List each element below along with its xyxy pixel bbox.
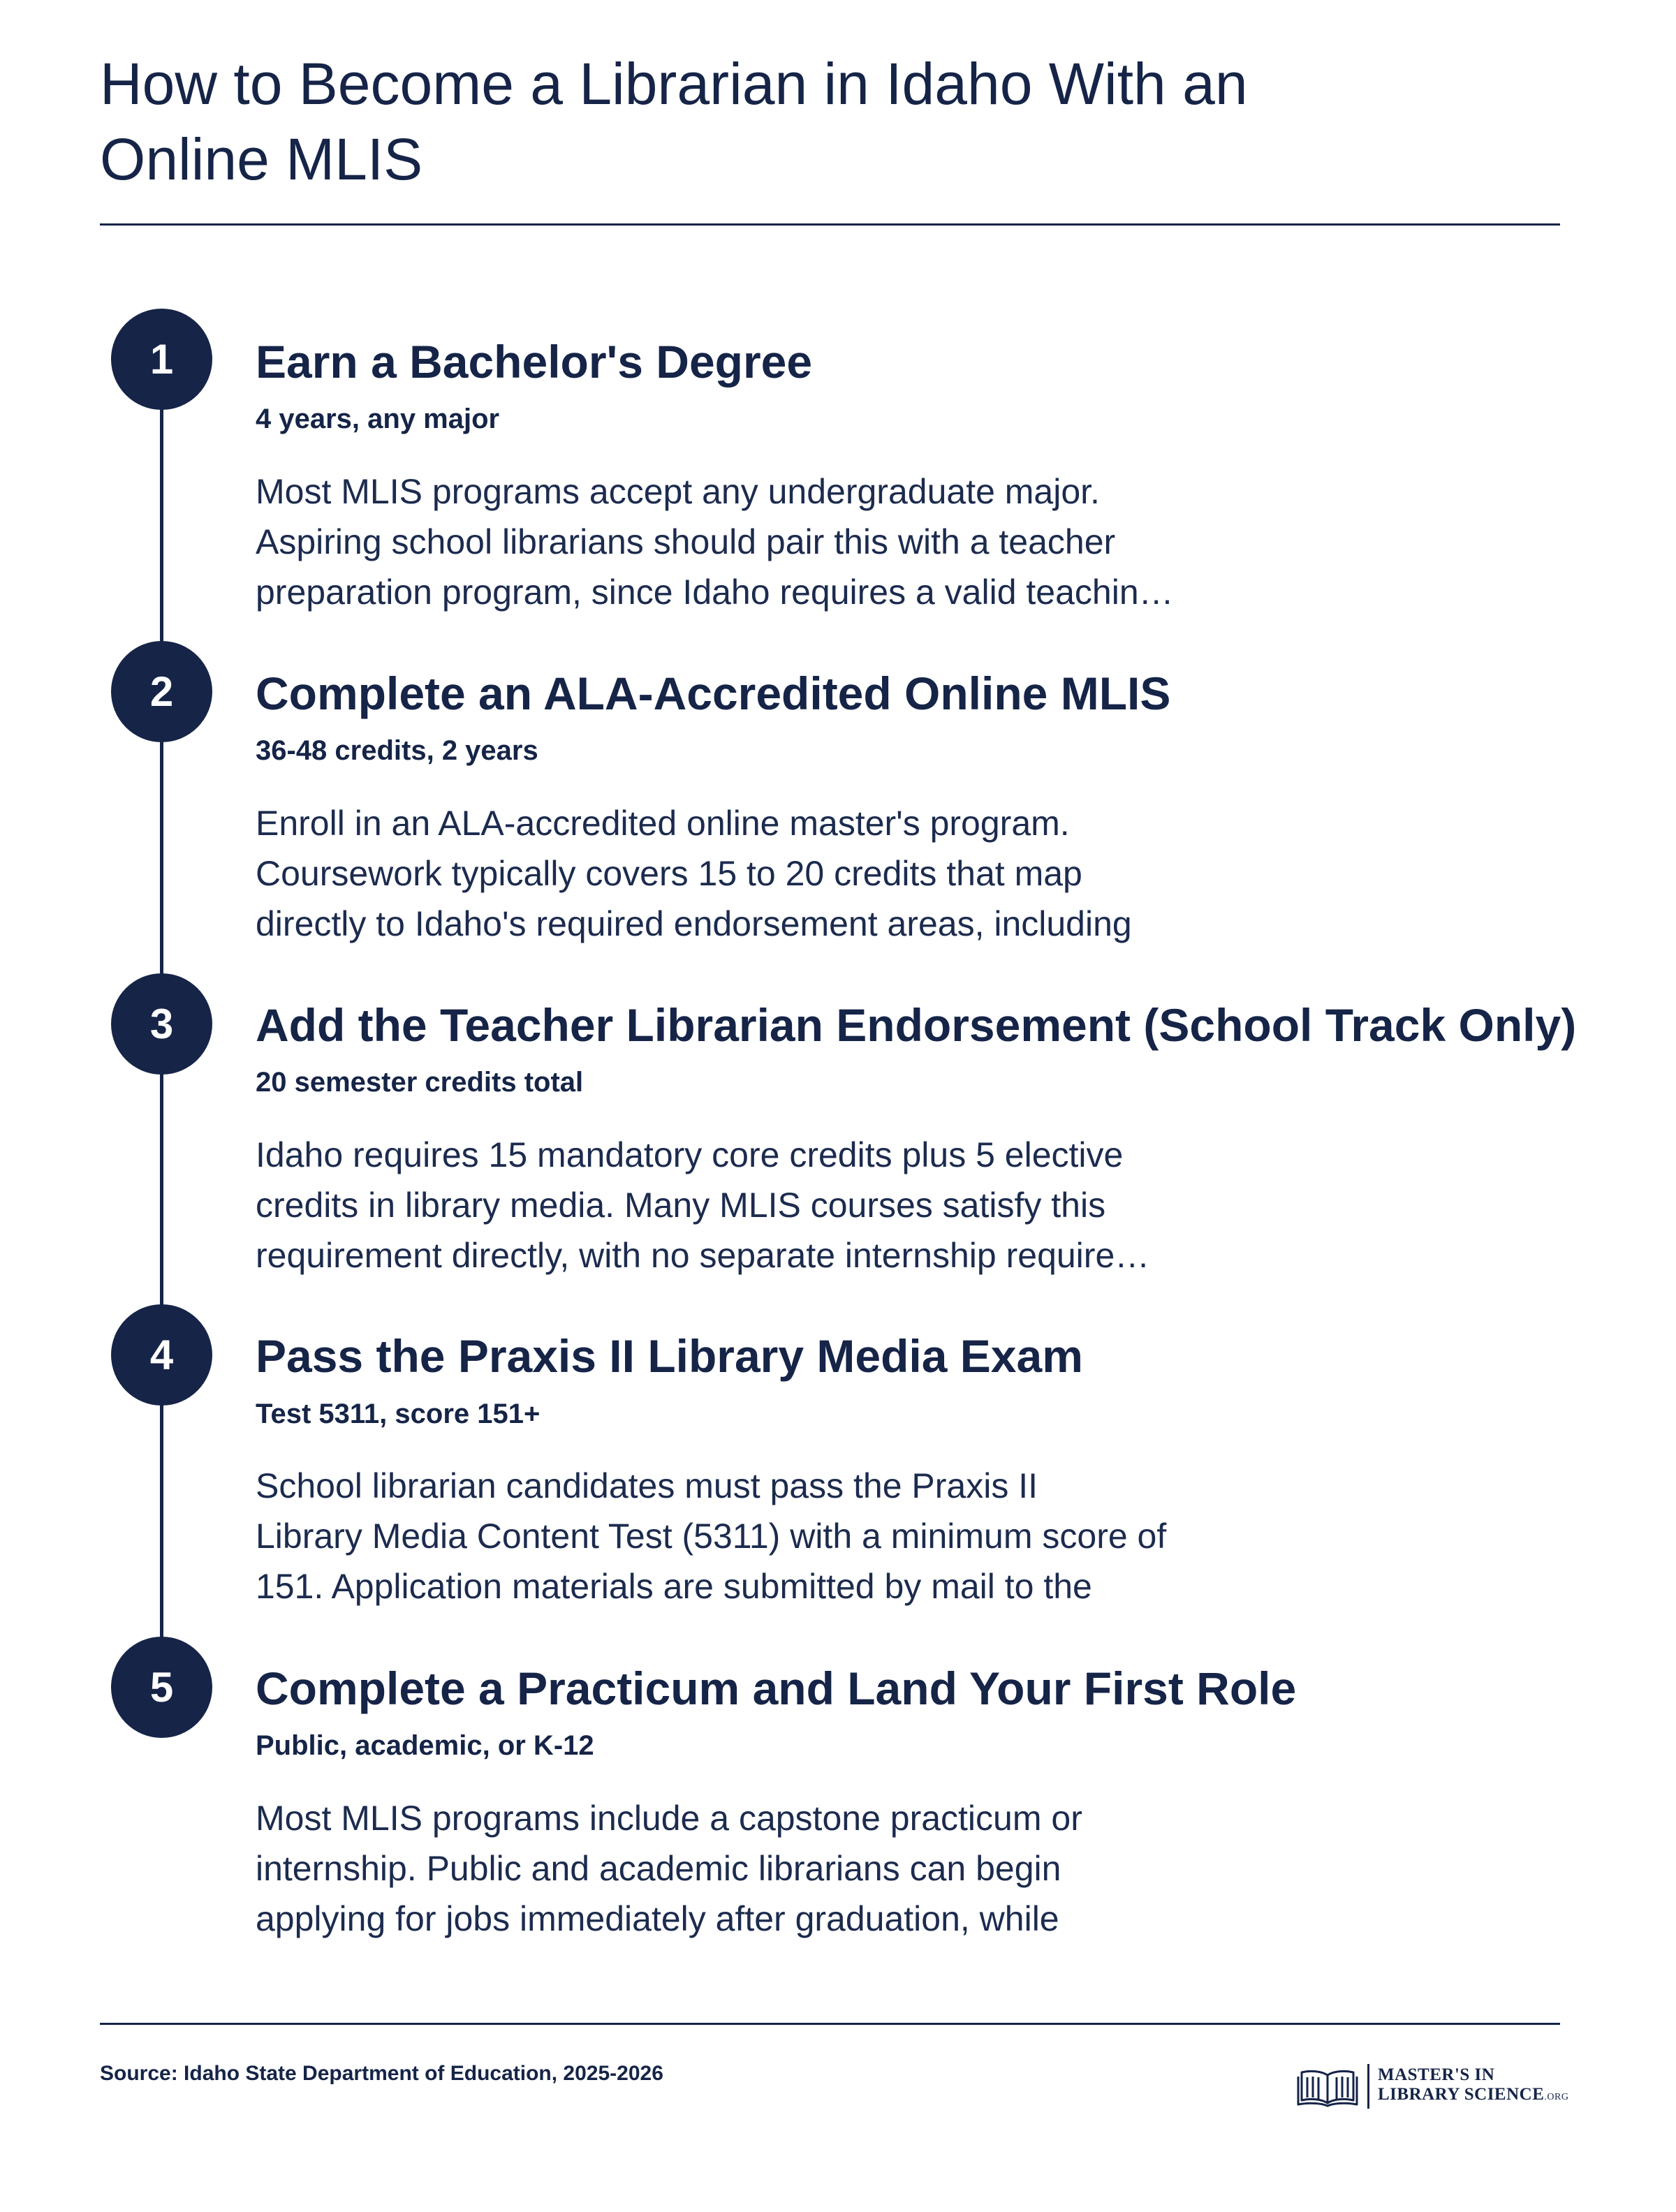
step-5-number-badge: 5	[111, 1637, 212, 1738]
logo-wordmark-main: LIBRARY SCIENCE	[1378, 2085, 1545, 2104]
step-4-description-line: 151. Application materials are submitted by mail to the	[256, 1567, 1092, 1606]
logo-wordmark	[1378, 2065, 1568, 2107]
step-1-description-line: Aspiring school librarians should pair this with a teacher	[256, 522, 1116, 561]
step-2-description	[256, 798, 1132, 949]
step-3-description-line: requirement directly, with no separate internship require…	[256, 1236, 1150, 1275]
logo-wordmark-suffix: .ORG	[1544, 2092, 1569, 2102]
step-3-description-line: credits in library media. Many MLIS courses satisfy this	[256, 1186, 1106, 1225]
step-2-description-line: Coursework typically covers 15 to 20 credits that map	[256, 854, 1082, 893]
step-5-description	[256, 1793, 1082, 1944]
page-title-line-1: How to Become a Librarian in Idaho With an	[100, 51, 1248, 117]
step-3-number-badge: 3	[111, 973, 212, 1075]
step-4-number-badge: 4	[111, 1304, 212, 1406]
step-5-description-line: Most MLIS programs include a capstone practicum or	[256, 1799, 1082, 1838]
step-1-description	[256, 466, 1174, 617]
step-4-description-line: School librarian candidates must pass the Praxis II	[256, 1466, 1038, 1505]
step-5-description-line: internship. Public and academic librarians can begin	[256, 1849, 1061, 1888]
step-2-subtitle: 36-48 credits, 2 years	[256, 735, 538, 766]
step-4-description-line: Library Media Content Test (5311) with a minimum score of	[256, 1517, 1167, 1556]
step-2-description-line: directly to Idaho's required endorsement areas, including	[256, 904, 1132, 943]
step-1-number-badge: 1	[111, 309, 212, 410]
header-divider	[100, 223, 1560, 226]
page-title	[100, 46, 1427, 197]
step-1-subtitle: 4 years, any major	[256, 404, 500, 434]
step-3-subtitle: 20 semester credits total	[256, 1067, 584, 1098]
step-3-title: Add the Teacher Librarian Endorsement (School Track Only)	[256, 999, 1577, 1051]
step-2-number-badge: 2	[111, 641, 212, 742]
step-2-title: Complete an ALA-Accredited Online MLIS	[256, 668, 1171, 719]
step-3-description-line: Idaho requires 15 mandatory core credits plus 5 elective	[256, 1135, 1124, 1174]
step-5-title: Complete a Practicum and Land Your First Role	[256, 1662, 1297, 1714]
step-4-subtitle: Test 5311, score 151+	[256, 1399, 541, 1429]
logo-separator	[1367, 2064, 1369, 2109]
page-title-line-2: Online MLIS	[100, 126, 423, 192]
step-4-description	[256, 1461, 1166, 1612]
footer-divider	[100, 2023, 1560, 2025]
logo-wordmark-line-1: MASTER'S IN	[1378, 2065, 1495, 2084]
step-1-description-line: preparation program, since Idaho requires a valid teachin…	[256, 573, 1174, 612]
step-3-description	[256, 1130, 1149, 1281]
step-4-title: Pass the Praxis II Library Media Exam	[256, 1330, 1083, 1382]
step-5-description-line: applying for jobs immediately after graduation, while	[256, 1899, 1059, 1938]
source-citation: Source: Idaho State Department of Education, 2025-2026	[100, 2062, 663, 2085]
logo-wordmark-line-2	[1378, 2085, 1568, 2107]
step-2-description-line: Enroll in an ALA-accredited online master's program.	[256, 804, 1070, 843]
step-1-description-line: Most MLIS programs accept any undergraduate major.	[256, 472, 1100, 511]
step-5-subtitle: Public, academic, or K-12	[256, 1730, 594, 1761]
site-logo	[1296, 2058, 1568, 2114]
open-book-icon	[1296, 2065, 1359, 2107]
step-1-title: Earn a Bachelor's Degree	[256, 336, 813, 388]
